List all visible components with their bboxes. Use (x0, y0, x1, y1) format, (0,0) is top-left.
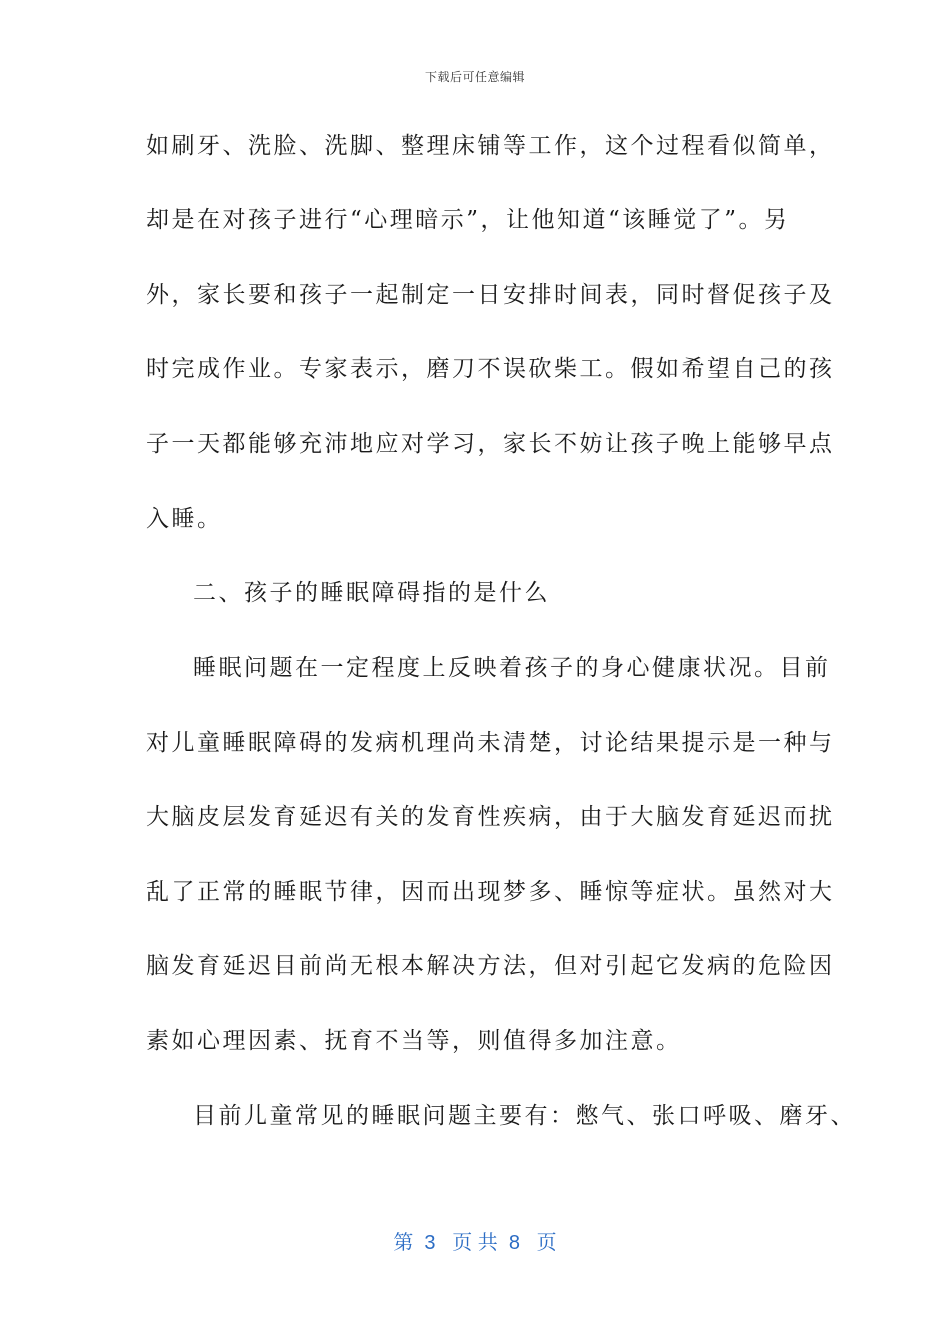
page-number-footer: 第 3 页 共 8 页 (393, 1232, 557, 1254)
body-line-3: 外，家长要和孩子一起制定一日安排时间表，同时督促孩子及 (146, 282, 835, 308)
body-line-9: 对儿童睡眠障碍的发病机理尚未清楚，讨论结果提示是一种与 (146, 730, 835, 756)
body-line-1: 如刷牙、洗脸、洗脚、整理床铺等工作，这个过程看似简单， (146, 133, 835, 159)
body-line-2: 却是在对孩子进行“心理暗示”，让他知道“该睡觉了”。另 (146, 207, 790, 233)
body-line-14: 目前儿童常见的睡眠问题主要有：憋气、张口呼吸、磨牙、 (193, 1103, 856, 1129)
body-line-10: 大脑皮层发育延迟有关的发育性疾病，由于大脑发育延迟而扰 (146, 804, 835, 830)
body-line-8: 睡眠问题在一定程度上反映着孩子的身心健康状况。目前 (193, 655, 831, 681)
body-line-4: 时完成作业。专家表示，磨刀不误砍柴工。假如希望自己的孩 (146, 356, 835, 382)
body-line-12: 脑发育延迟目前尚无根本解决方法，但对引起它发病的危险因 (146, 953, 835, 979)
body-line-11: 乱了正常的睡眠节律，因而出现梦多、睡惊等症状。虽然对大 (146, 879, 835, 905)
body-line-5: 子一天都能够充沛地应对学习，家长不妨让孩子晚上能够早点 (146, 431, 835, 457)
body-line-13: 素如心理因素、抚育不当等，则值得多加注意。 (146, 1028, 682, 1054)
section-heading: 二、孩子的睡眠障碍指的是什么 (193, 580, 550, 606)
body-line-6: 入睡。 (146, 506, 223, 532)
page-header: 下载后可任意编辑 (424, 70, 525, 84)
